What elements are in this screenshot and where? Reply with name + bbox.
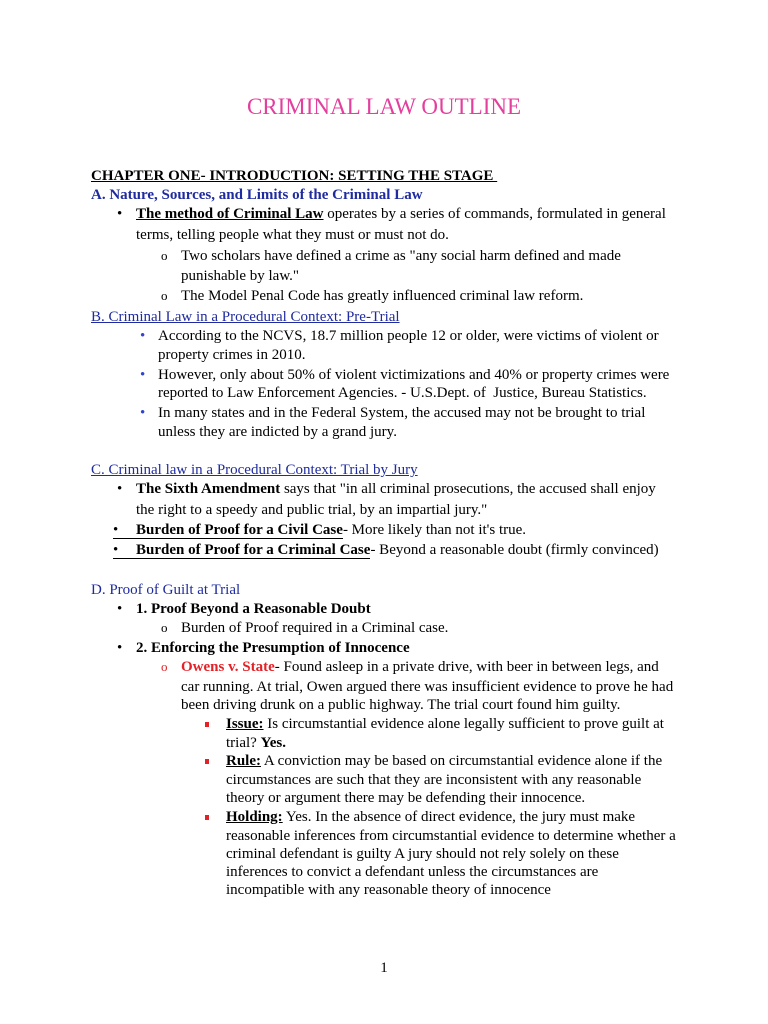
ncvs-text-continued: property crimes in 2010.	[158, 347, 306, 363]
method-term: The method of Criminal Law	[136, 206, 324, 222]
criminal-burden-text: - Beyond a reasonable doubt (firmly convinced)	[370, 542, 659, 558]
rule-label: Rule:	[226, 753, 261, 769]
method-text: operates by a series of commands, formulated in general	[323, 206, 666, 222]
holding-text-continued: incompatible with any reasonable theory of innocence	[226, 882, 551, 898]
page-number: 1	[380, 960, 388, 976]
square-bullet-icon	[205, 722, 209, 727]
circle-bullet-icon	[161, 658, 168, 676]
rule-text-continued: circumstances are such that they are inconsistent with any reasonable	[226, 772, 642, 788]
bullet-icon	[140, 366, 145, 384]
case-facts-continued: car running. At trial, Owen argued there was insufficient evidence to prove he had	[181, 679, 674, 695]
document-title: CRIMINAL LAW OUTLINE	[246, 94, 522, 119]
section-c-heading: C. Criminal law in a Procedural Context: Trial by Jury	[91, 462, 418, 478]
section-d-heading: D. Proof of Guilt at Trial	[91, 582, 241, 598]
sixth-amendment-term: The Sixth Amendment	[136, 481, 281, 497]
circle-bullet-icon	[161, 619, 168, 637]
list-item	[136, 480, 656, 498]
bullet-icon	[113, 523, 136, 538]
victimizations-text-continued: reported to Law Enforcement Agencies. - U.S.Dept. of Justice, Bureau Statistics.	[158, 385, 647, 401]
proof-beyond-doubt-label: 1. Proof Beyond a Reasonable Doubt	[136, 601, 371, 617]
civil-burden-term: Burden of Proof for a Civil Case	[136, 522, 343, 538]
bullet-icon	[113, 543, 136, 558]
list-item	[226, 752, 662, 770]
method-text-continued: terms, telling people what they must or must not do.	[136, 227, 449, 243]
civil-burden-text: - More likely than not it's true.	[342, 522, 527, 538]
bullet-icon	[140, 327, 145, 345]
sixth-amendment-text: says that "in all criminal prosecutions, the accused shall enjoy	[280, 481, 656, 497]
grand-jury-text-continued: unless they are indicted by a grand jury.	[158, 424, 397, 440]
square-bullet-icon	[205, 759, 209, 764]
list-item	[136, 205, 666, 223]
list-item	[113, 521, 526, 539]
issue-answer: Yes.	[260, 735, 286, 751]
issue-text: Is circumstantial evidence alone legally sufficient to prove guilt at	[263, 716, 664, 732]
list-item	[226, 808, 635, 826]
holding-label: Holding:	[226, 809, 283, 825]
issue-label: Issue:	[226, 716, 264, 732]
chapter-heading: CHAPTER ONE- INTRODUCTION: SETTING THE STAGE	[91, 168, 498, 184]
list-item	[113, 541, 659, 559]
presumption-innocence-label: 2. Enforcing the Presumption of Innocence	[136, 640, 410, 656]
bullet-icon	[140, 404, 145, 422]
grand-jury-text: In many states and in the Federal System, the accused may not be brought to trial	[158, 405, 646, 421]
rule-text-continued: theory or argument there may be defending their innocence.	[226, 790, 586, 806]
holding-text-continued: reasonable inferences from circumstantial evidence to determine whether a	[226, 828, 676, 844]
scholars-text-continued: punishable by law."	[181, 268, 300, 284]
bullet-icon	[117, 205, 122, 223]
section-b-heading: B. Criminal Law in a Procedural Context: Pre-Trial	[91, 309, 400, 325]
case-name: Owens v. State	[181, 659, 275, 675]
holding-text-continued: criminal defendant is guilty A jury should not rely solely on these	[226, 846, 619, 862]
bullet-icon	[117, 480, 122, 498]
list-item	[181, 658, 659, 676]
mpc-text: The Model Penal Code has greatly influenced criminal law reform.	[181, 288, 584, 304]
bullet-icon	[117, 639, 122, 657]
ncvs-text: According to the NCVS, 18.7 million people 12 or older, were victims of violent or	[158, 328, 659, 344]
issue-text-tail: trial?	[226, 735, 261, 751]
bullet-icon	[117, 600, 122, 618]
issue-text-continued	[226, 734, 286, 752]
holding-text: Yes. In the absence of direct evidence, the jury must make	[282, 809, 636, 825]
burden-required-text: Burden of Proof required in a Criminal case.	[181, 620, 449, 636]
holding-text-continued: inferences to convict a defendant unless the circumstances are	[226, 864, 599, 880]
section-a-heading: A. Nature, Sources, and Limits of the Criminal Law	[91, 187, 423, 203]
victimizations-text: However, only about 50% of violent victimizations and 40% or property crimes were	[158, 367, 670, 383]
square-bullet-icon	[205, 815, 209, 820]
rule-text: A conviction may be based on circumstantial evidence alone if the	[261, 753, 663, 769]
case-facts: - Found asleep in a private drive, with beer in between legs, and	[274, 659, 659, 675]
circle-bullet-icon	[161, 247, 168, 265]
circle-bullet-icon	[161, 287, 168, 305]
scholars-text: Two scholars have defined a crime as "any social harm defined and made	[181, 248, 621, 264]
case-facts-continued: been driving drunk on a public highway. The trial court found him guilty.	[181, 697, 621, 713]
criminal-burden-term: Burden of Proof for a Criminal Case	[136, 542, 371, 558]
list-item	[226, 715, 664, 733]
sixth-amendment-text-continued: the right to a speedy and public trial, by an impartial jury."	[136, 502, 488, 518]
